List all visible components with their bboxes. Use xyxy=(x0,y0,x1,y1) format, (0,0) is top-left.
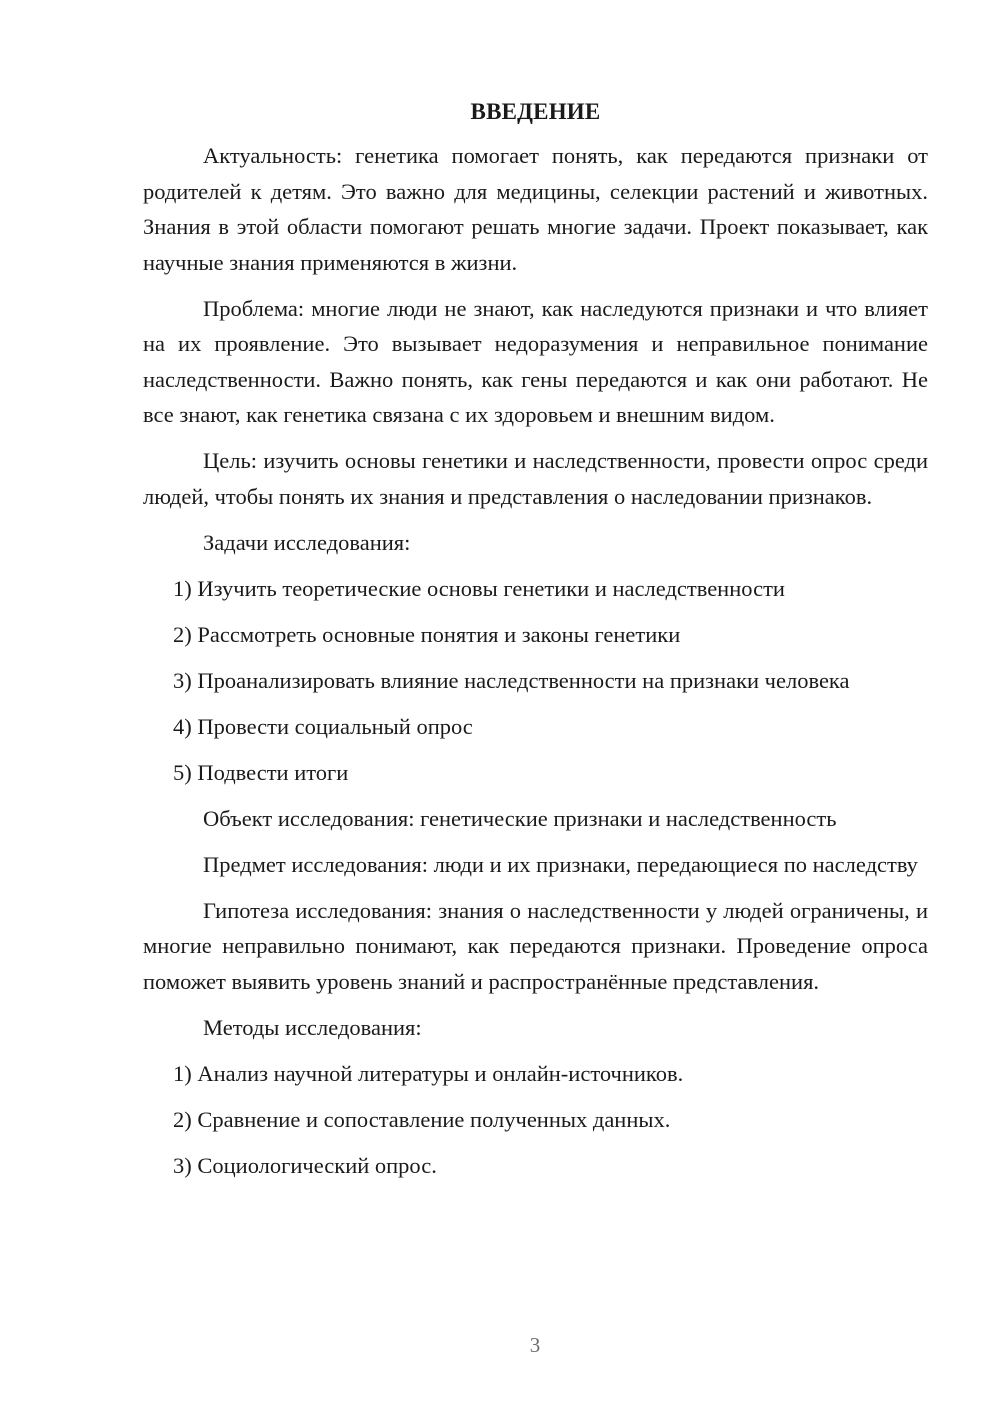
task-item: 5) Подвести итоги xyxy=(173,759,349,785)
object-paragraph: Объект исследования: генетические признаки и наследственность xyxy=(203,805,837,831)
task-item: 3) Проанализировать влияние наследственности на признаки человека xyxy=(173,667,850,693)
relevance-paragraph: Актуальность: генетика помогает понять, как передаются признаки от родителей к детям. Это важно для медицины, селекции растений и животных. Знания в этой области помогают решать многие задачи. Проект показывает, как научные знания применяются в жизни. xyxy=(143,143,928,275)
method-item: 3) Социологический опрос. xyxy=(173,1152,437,1178)
hypothesis-paragraph: Гипотеза исследования: знания о наследственности у людей ограничены, и многие неправильно понимают, как передаются признаки. Проведение опроса поможет выявить уровень знаний и распространённые представления. xyxy=(143,897,928,994)
page-number: 3 xyxy=(529,1333,541,1357)
tasks-heading: Задачи исследования: xyxy=(203,529,411,555)
page-content xyxy=(143,96,928,1183)
problem-paragraph: Проблема: многие люди не знают, как наследуются признаки и что влияет на их проявление. Это вызывает недоразумения и неправильное понимание наследственности. Важно понять, как гены передаются и как они работают. Не все знают, как генетика связана с их здоровьем и внешним видом. xyxy=(143,295,928,427)
subject-paragraph: Предмет исследования: люди и их признаки, передающиеся по наследству xyxy=(203,851,918,877)
page-title: ВВЕДЕНИЕ xyxy=(470,99,601,124)
goal-paragraph: Цель: изучить основы генетики и наследственности, провести опрос среди людей, чтобы понять их знания и представления о наследовании признаков. xyxy=(143,448,928,509)
methods-heading: Методы исследования: xyxy=(203,1014,422,1040)
task-item: 4) Провести социальный опрос xyxy=(173,713,473,739)
task-item: 1) Изучить теоретические основы генетики и наследственности xyxy=(173,575,785,601)
method-item: 2) Сравнение и сопоставление полученных данных. xyxy=(173,1106,671,1132)
method-item: 1) Анализ научной литературы и онлайн-источников. xyxy=(173,1060,684,1086)
task-item: 2) Рассмотреть основные понятия и законы генетики xyxy=(173,621,681,647)
